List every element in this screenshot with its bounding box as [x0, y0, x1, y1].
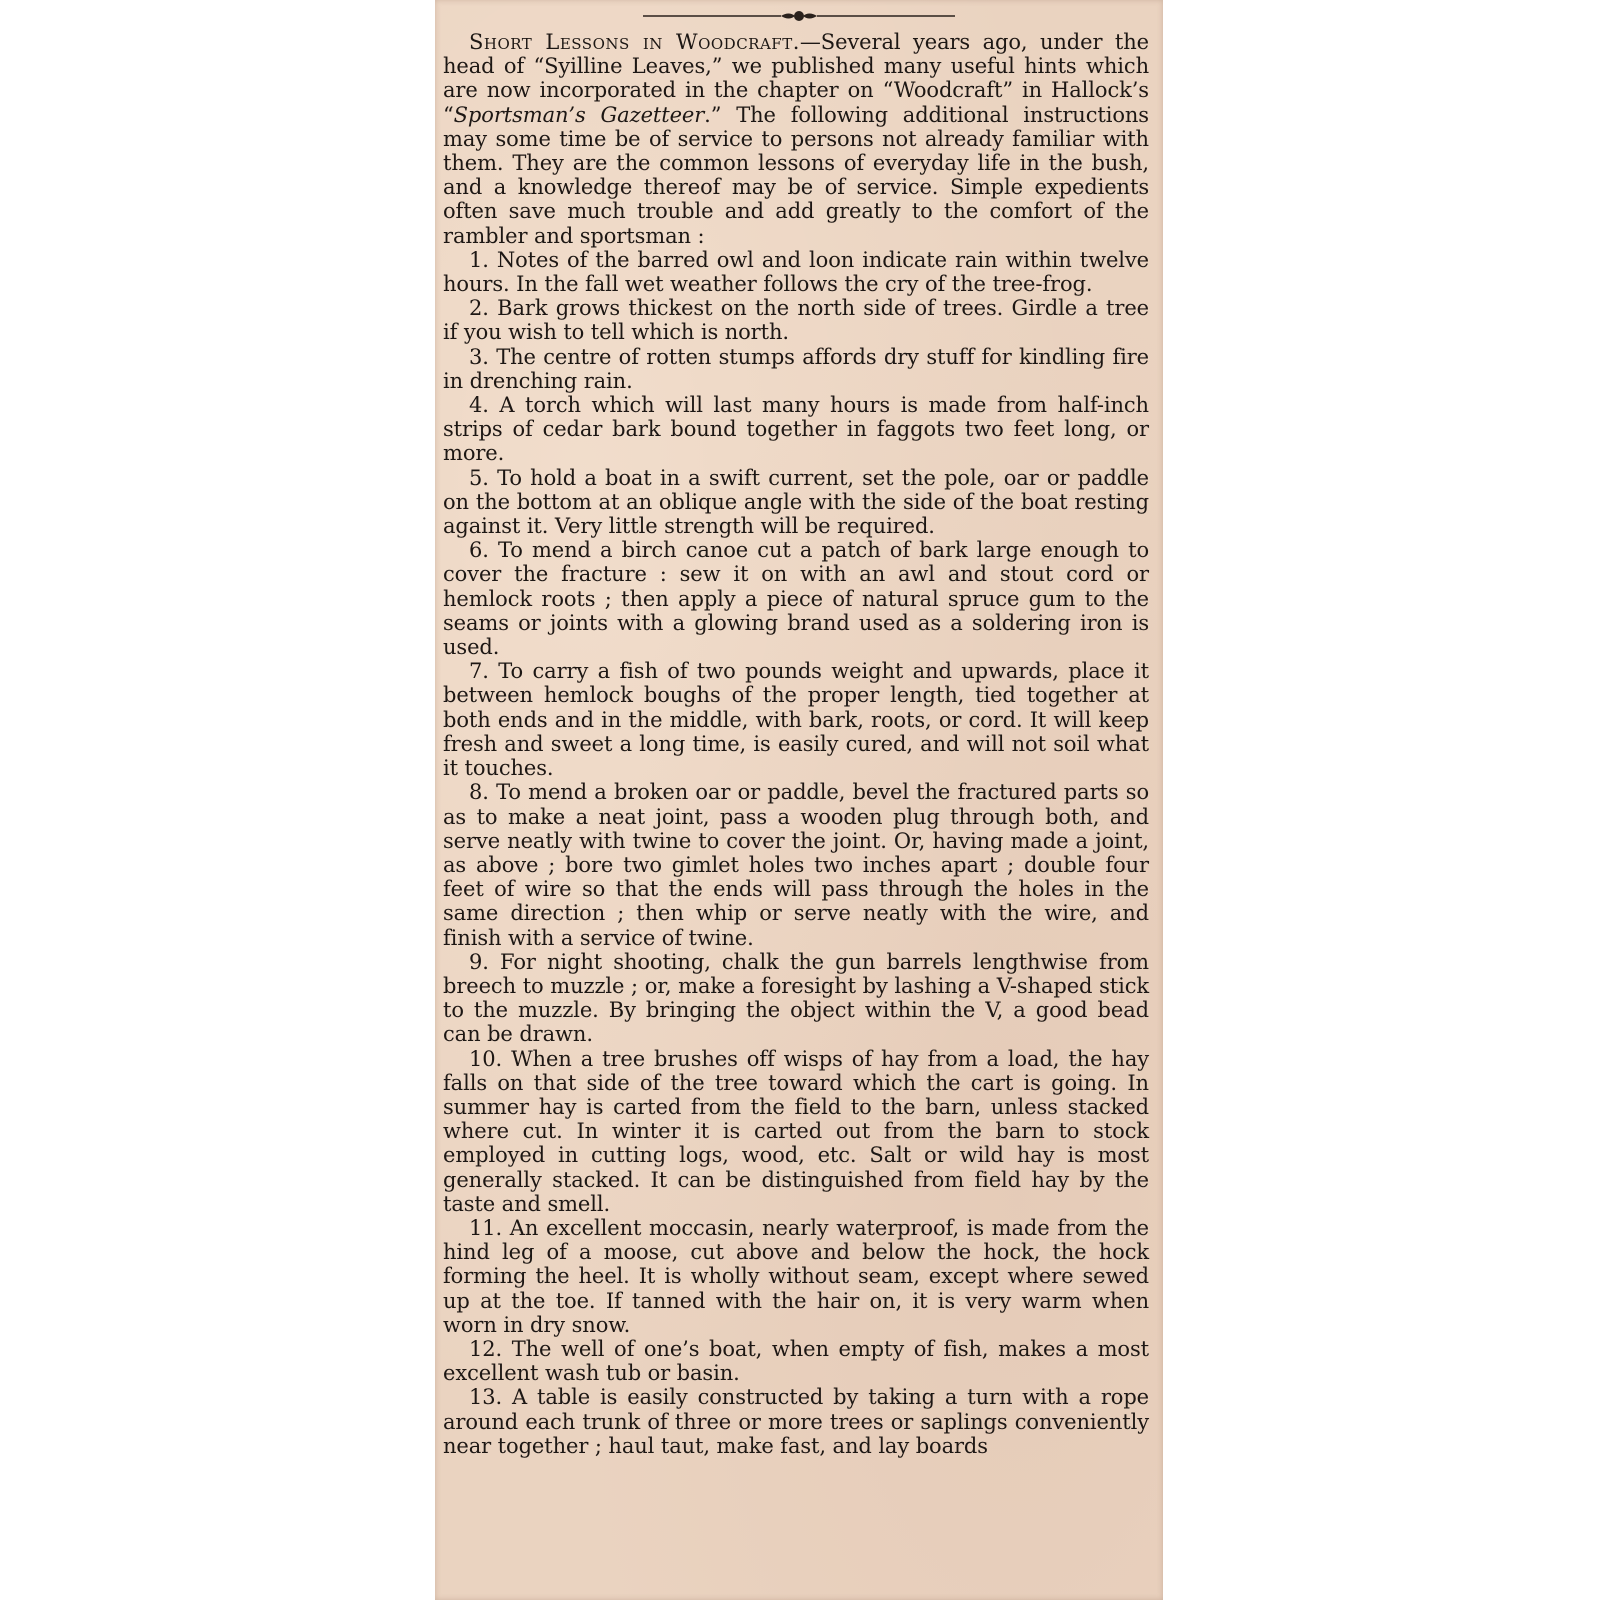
decorative-rule	[435, 6, 1163, 26]
ornament-divider-icon	[639, 6, 959, 26]
lesson-paragraph: 4. A torch which will last many hours is made from half-inch strips of cedar bark bound together in faggots two feet long, or more.	[443, 393, 1149, 466]
lesson-paragraph: 9. For night shooting, chalk the gun barrels lengthwise from breech to muzzle ; or, make a foresight by lashing a V-shaped stick to the muzzle. By bringing the object within the V, a good bead can be drawn.	[443, 949, 1149, 1047]
lesson-paragraph: 8. To mend a broken oar or paddle, bevel the fractured parts so as to make a neat joint, pass a wooden plug through both, and serve neatly with twine to cover the joint. Or, having made a joint, as above ; bore two gimlet holes two inches apart ; double four feet of wire so that the ends will pass through the holes in the same direction ; then whip or serve neatly with the wire, and finish with a service of twine.	[443, 780, 1149, 950]
intro-text: —Several years ago, under the head of “Syilline Leaves,” we published many useful hints which are now incorporated in the chapter on “Woodcraft” in Hallock’s “	[443, 30, 1149, 127]
book-title: Sportsman’s Gazetteer	[453, 102, 705, 127]
lesson-paragraph: 1. Notes of the barred owl and loon indicate rain within twelve hours. In the fall wet weather follows the cry of the tree-frog.	[443, 247, 1149, 297]
lesson-paragraph: 11. An excellent moccasin, nearly waterproof, is made from the hind leg of a moose, cut above and below the hock, the hock forming the heel. It is wholly without seam, except where sewed up at the toe. If tanned with the hair on, it is very warm when worn in dry snow.	[443, 1215, 1149, 1337]
article-body	[443, 30, 1149, 1458]
lesson-paragraph: 3. The centre of rotten stumps affords dry stuff for kindling fire in drenching rain.	[443, 344, 1149, 393]
lesson-paragraph: 6. To mend a birch canoe cut a patch of bark large enough to cover the fracture : sew it on with an awl and stout cord or hemlock roots ; then apply a piece of natural spruce gum to the seams or joints with a glowing brand used as a soldering iron is used.	[443, 538, 1149, 660]
intro-paragraph	[443, 30, 1149, 248]
lesson-paragraph: 2. Bark grows thickest on the north side of trees. Girdle a tree if you wish to tell which is north.	[443, 296, 1149, 345]
lesson-paragraph: 10. When a tree brushes off wisps of hay from a load, the hay falls on that side of the tree toward which the cart is going. In summer hay is carted from the field to the barn, unless stacked where cut. In winter it is carted out from the barn to stock employed in cutting logs, wood, etc. Salt or wild hay is most generally stacked. It can be distinguished from field hay by the taste and smell.	[443, 1046, 1149, 1216]
lesson-paragraph: 7. To carry a fish of two pounds weight and upwards, place it between hemlock boughs of the proper length, tied together at both ends and in the middle, with bark, roots, or cord. It will keep fresh and sweet a long time, is easily cured, and will not soil what it touches.	[443, 659, 1149, 781]
article-headline: Short Lessons in Woodcraft.	[469, 30, 800, 54]
lesson-paragraph: 12. The well of one’s boat, when empty of fish, makes a most excellent wash tub or basin.	[443, 1336, 1149, 1386]
newspaper-clipping	[435, 0, 1163, 1600]
lesson-paragraph: 13. A table is easily constructed by taking a turn with a rope around each trunk of three or more trees or saplings conveniently near together ; haul taut, make fast, and lay boards	[443, 1385, 1149, 1458]
intro-text-continued: .” The following additional instructions may some time be of service to persons not already familiar with them. They are the common lessons of everyday life in the bush, and a knowledge thereof may be of service. Simple expedients often save much trouble and add greatly to the comfort of the rambler and sportsman :	[443, 102, 1149, 248]
lesson-paragraph: 5. To hold a boat in a swift current, set the pole, oar or paddle on the bottom at an oblique angle with the side of the boat resting against it. Very little strength will be required.	[443, 465, 1149, 539]
